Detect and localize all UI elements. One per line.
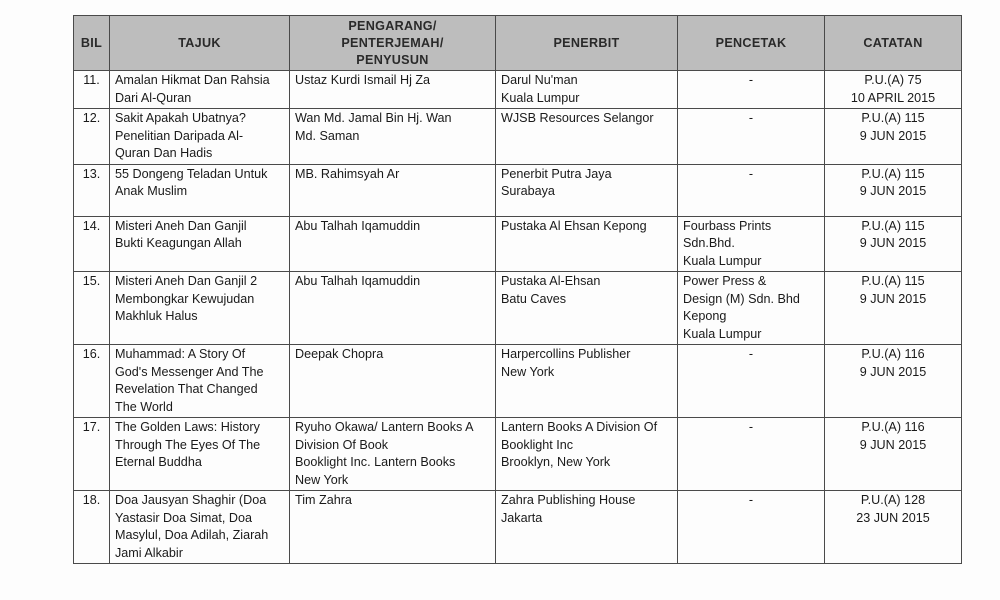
cell-tajuk-line: Eternal Buddha xyxy=(115,455,202,469)
cell-bil: 16. xyxy=(74,345,110,418)
cell-catatan-line: 9 JUN 2015 xyxy=(859,437,927,452)
cell-bil: 18. xyxy=(74,491,110,564)
cell-pencetak-line: Design (M) Sdn. Bhd xyxy=(683,291,800,306)
cell-pengarang xyxy=(290,71,496,109)
table-row xyxy=(74,418,962,491)
cell-pencetak-line: - xyxy=(748,420,754,434)
cell-pengarang-line: Deepak Chopra xyxy=(295,347,384,361)
cell-pengarang xyxy=(290,345,496,418)
header-catatan: CATATAN xyxy=(825,16,962,71)
cell-tajuk xyxy=(110,345,290,418)
cell-tajuk xyxy=(110,418,290,491)
cell-catatan-line: 10 APRIL 2015 xyxy=(850,90,936,105)
table-row xyxy=(74,345,962,418)
cell-catatan-line: 9 JUN 2015 xyxy=(859,291,927,306)
cell-tajuk-line: Yastasir Doa Simat, Doa xyxy=(115,510,252,525)
table-row xyxy=(74,216,962,272)
cell-bil: 13. xyxy=(74,164,110,216)
cell-penerbit-line: Lantern Books A Division Of xyxy=(501,420,658,434)
cell-pengarang-line: Abu Talhah Iqamuddin xyxy=(295,218,421,233)
cell-pencetak-line: Kuala Lumpur xyxy=(683,326,762,341)
cell-pencetak xyxy=(678,345,825,418)
cell-pencetak-line: Kepong xyxy=(683,309,727,323)
cell-tajuk-line: Makhluk Halus xyxy=(115,309,198,323)
cell-pencetak xyxy=(678,272,825,345)
header-pengarang-line: PENTERJEMAH/ xyxy=(341,35,444,50)
cell-penerbit xyxy=(496,418,678,491)
cell-catatan xyxy=(825,71,962,109)
table-row xyxy=(74,109,962,165)
cell-pengarang xyxy=(290,164,496,216)
cell-tajuk-line: Bukti Keagungan Allah xyxy=(115,236,242,250)
cell-penerbit-line: New York xyxy=(501,364,555,379)
cell-tajuk-line: Doa Jausyan Shaghir (Doa xyxy=(115,493,267,507)
cell-pencetak-line: Sdn.Bhd. xyxy=(683,236,735,250)
cell-pencetak xyxy=(678,216,825,272)
cell-tajuk-line: Penelitian Daripada Al- xyxy=(115,128,244,143)
cell-tajuk-line: Muhammad: A Story Of xyxy=(115,347,246,361)
header-tajuk: TAJUK xyxy=(110,16,290,71)
cell-penerbit-line: Surabaya xyxy=(501,184,555,198)
cell-bil: 17. xyxy=(74,418,110,491)
cell-tajuk-line: The World xyxy=(115,399,173,414)
header-bil: BIL xyxy=(74,16,110,71)
cell-penerbit xyxy=(496,272,678,345)
cell-pencetak xyxy=(678,109,825,165)
cell-catatan xyxy=(825,345,962,418)
cell-bil: 14. xyxy=(74,216,110,272)
table-row xyxy=(74,491,962,564)
cell-catatan-line: 9 JUN 2015 xyxy=(859,128,927,143)
cell-pencetak xyxy=(678,491,825,564)
cell-catatan-line: 9 JUN 2015 xyxy=(859,184,927,198)
cell-pencetak-line: - xyxy=(748,347,754,361)
cell-pencetak-line: - xyxy=(748,166,754,181)
cell-pencetak-line: - xyxy=(748,493,754,507)
cell-catatan xyxy=(825,216,962,272)
cell-penerbit-line: Jakarta xyxy=(501,510,543,525)
cell-pengarang-line: Md. Saman xyxy=(295,128,360,143)
cell-tajuk-line: God's Messenger And The xyxy=(115,364,264,379)
cell-penerbit-line: Darul Nu'man xyxy=(501,73,578,87)
cell-pengarang-line: Ustaz Kurdi Ismail Hj Za xyxy=(295,73,431,87)
cell-tajuk xyxy=(110,71,290,109)
cell-catatan-line: P.U.(A) 115 xyxy=(861,111,925,125)
cell-penerbit-line: Batu Caves xyxy=(501,291,567,306)
table-row xyxy=(74,71,962,109)
cell-tajuk-line: 55 Dongeng Teladan Untuk xyxy=(115,166,268,181)
cell-catatan-line: P.U.(A) 115 xyxy=(861,218,925,233)
cell-catatan xyxy=(825,164,962,216)
cell-tajuk-line: Misteri Aneh Dan Ganjil 2 xyxy=(115,274,258,288)
cell-penerbit xyxy=(496,109,678,165)
cell-pencetak-line: Kuala Lumpur xyxy=(683,253,762,268)
cell-tajuk-line: Misteri Aneh Dan Ganjil xyxy=(115,218,247,233)
cell-tajuk xyxy=(110,272,290,345)
header-pengarang-line: PENYUSUN xyxy=(356,52,429,67)
cell-tajuk xyxy=(110,164,290,216)
cell-tajuk-line: Jami Alkabir xyxy=(115,545,183,560)
cell-pengarang-line: MB. Rahimsyah Ar xyxy=(295,166,400,181)
cell-catatan xyxy=(825,418,962,491)
cell-tajuk-line: Through The Eyes Of The xyxy=(115,437,261,452)
cell-catatan xyxy=(825,272,962,345)
cell-penerbit-line: Zahra Publishing House xyxy=(501,493,636,507)
cell-pengarang-line: Ryuho Okawa/ Lantern Books A xyxy=(295,420,474,434)
cell-bil: 11. xyxy=(74,71,110,109)
cell-pengarang-line: New York xyxy=(295,472,349,487)
cell-tajuk-line: Anak Muslim xyxy=(115,184,188,198)
cell-pengarang xyxy=(290,418,496,491)
cell-catatan-line: 9 JUN 2015 xyxy=(859,236,927,250)
cell-catatan-line: P.U.(A) 116 xyxy=(861,347,925,361)
cell-penerbit xyxy=(496,71,678,109)
cell-penerbit-line: Harpercollins Publisher xyxy=(501,347,631,361)
cell-catatan xyxy=(825,109,962,165)
cell-penerbit-line: Booklight Inc xyxy=(501,437,574,452)
cell-pengarang-line: Tim Zahra xyxy=(295,493,352,507)
cell-bil: 15. xyxy=(74,272,110,345)
cell-pengarang-line: Wan Md. Jamal Bin Hj. Wan xyxy=(295,111,452,125)
cell-tajuk-line: Sakit Apakah Ubatnya? xyxy=(115,111,246,125)
cell-tajuk xyxy=(110,216,290,272)
cell-pengarang xyxy=(290,272,496,345)
cell-catatan-line: P.U.(A) 115 xyxy=(861,274,925,288)
cell-pencetak xyxy=(678,71,825,109)
banned-publications-table xyxy=(73,15,962,564)
cell-tajuk-line: Membongkar Kewujudan xyxy=(115,291,255,306)
cell-pengarang xyxy=(290,491,496,564)
cell-penerbit xyxy=(496,491,678,564)
table-row xyxy=(74,164,962,216)
cell-pengarang-line: Booklight Inc. Lantern Books xyxy=(295,455,456,469)
cell-penerbit-line: Pustaka Al-Ehsan xyxy=(501,274,601,288)
cell-pencetak-line: Fourbass Prints xyxy=(683,218,772,233)
cell-catatan-line: 23 JUN 2015 xyxy=(856,510,930,525)
cell-pencetak-line: - xyxy=(748,73,754,87)
header-pengarang xyxy=(290,16,496,71)
cell-tajuk-line: Quran Dan Hadis xyxy=(115,146,213,160)
cell-pengarang xyxy=(290,109,496,165)
cell-catatan-line: P.U.(A) 115 xyxy=(861,166,925,181)
table-header-row xyxy=(74,16,962,71)
cell-catatan-line: P.U.(A) 75 xyxy=(864,73,922,87)
cell-tajuk-line: Masylul, Doa Adilah, Ziarah xyxy=(115,528,269,542)
cell-pencetak xyxy=(678,164,825,216)
header-pencetak: PENCETAK xyxy=(678,16,825,71)
table-row xyxy=(74,272,962,345)
cell-tajuk xyxy=(110,109,290,165)
cell-penerbit-line: Brooklyn, New York xyxy=(501,455,611,469)
cell-penerbit xyxy=(496,164,678,216)
cell-pencetak-line: Power Press & xyxy=(683,274,767,288)
cell-bil: 12. xyxy=(74,109,110,165)
cell-tajuk-line: Revelation That Changed xyxy=(115,382,258,396)
cell-penerbit xyxy=(496,345,678,418)
cell-tajuk-line: The Golden Laws: History xyxy=(115,420,260,434)
cell-catatan xyxy=(825,491,962,564)
cell-penerbit-line: Pustaka Al Ehsan Kepong xyxy=(501,218,647,233)
cell-penerbit-line: Penerbit Putra Jaya xyxy=(501,166,612,181)
cell-pencetak-line: - xyxy=(748,111,754,125)
cell-penerbit-line: WJSB Resources Selangor xyxy=(501,111,654,125)
cell-tajuk xyxy=(110,491,290,564)
cell-pencetak xyxy=(678,418,825,491)
cell-catatan-line: P.U.(A) 116 xyxy=(861,420,925,434)
cell-tajuk-line: Amalan Hikmat Dan Rahsia xyxy=(115,73,270,87)
cell-penerbit xyxy=(496,216,678,272)
header-pengarang-line: PENGARANG/ xyxy=(348,18,437,33)
cell-catatan-line: 9 JUN 2015 xyxy=(859,364,927,379)
cell-catatan-line: P.U.(A) 128 xyxy=(860,493,926,507)
cell-pengarang xyxy=(290,216,496,272)
cell-penerbit-line: Kuala Lumpur xyxy=(501,90,580,105)
cell-pengarang-line: Division Of Book xyxy=(295,437,389,452)
cell-tajuk-line: Dari Al-Quran xyxy=(115,90,192,105)
cell-pengarang-line: Abu Talhah Iqamuddin xyxy=(295,274,421,288)
header-penerbit: PENERBIT xyxy=(496,16,678,71)
